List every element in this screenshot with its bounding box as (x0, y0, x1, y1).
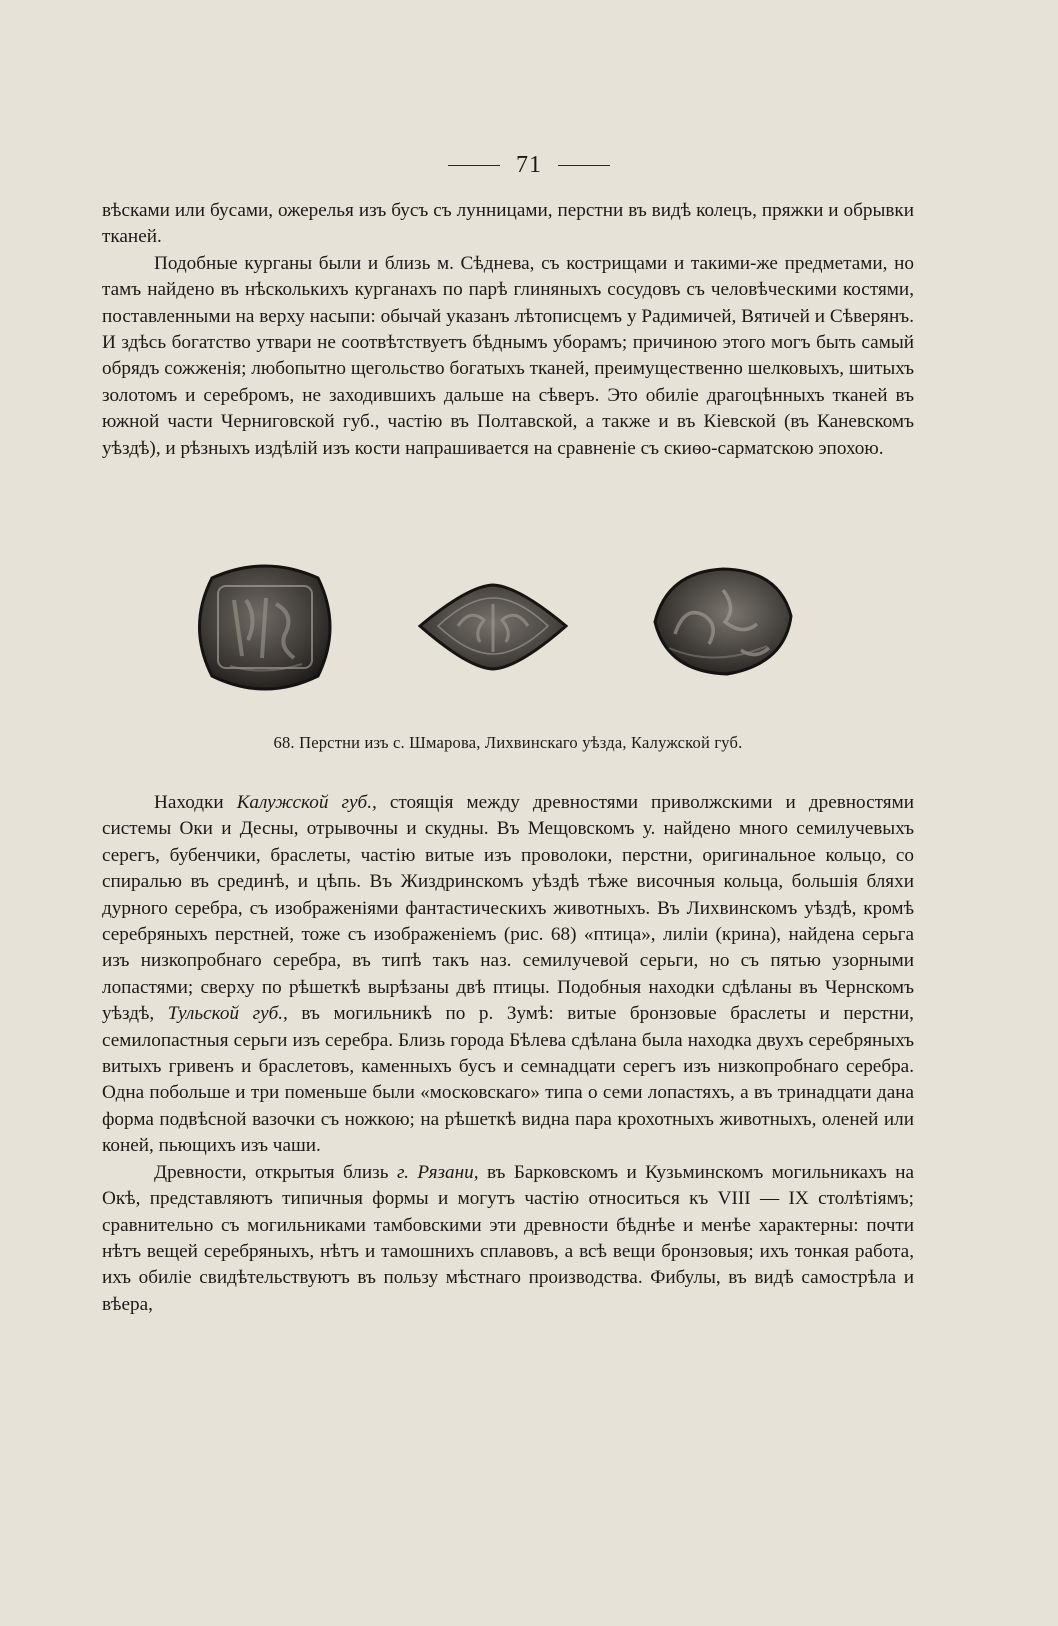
text-run: въ Барковскомъ и Кузьминскомъ могильникахъ на Окѣ, представляютъ типичныя формы и могутъ частію относиться къ VIII — IX столѣтіямъ; сравнительно съ могильниками тамбовскими эти древности бѣднѣе и менѣе характерны: почти нѣтъ вещей серебряныхъ, нѣтъ и тамошнихъ сплавовъ, а всѣ вещи бронзовыя; ихъ тонкая работа, ихъ обиліе свидѣтельствуютъ въ пользу мѣстнаго производства. Фибулы, въ видѣ самострѣла и вѣера, (102, 1161, 914, 1315)
page-number: 71 (516, 151, 542, 178)
page-header (0, 150, 1058, 180)
figure-caption: 68. Перстни изъ с. Шмарова, Лихвинскаго уѣзда, Калужской губ. (273, 733, 743, 752)
ring-bezel-square (190, 560, 340, 695)
emphasis-tula: Тульской губ., (167, 1003, 288, 1025)
text-run: въ могильникѣ по р. Зумѣ: витые бронзовые браслеты и перстни, семилопастныя серьги изъ серебра. Близь города Бѣлева сдѣлана была находка двухъ серебряныхъ витыхъ гривенъ и браслетовъ, каменныхъ бусъ и семнадцати серегъ изъ низкопробнаго серебра. Одна побольше и три поменьше были «московскаго» типа о семи лопастяхъ, а въ тринадцати дана форма подвѣсной вазочки съ ножкою; на рѣшеткѣ видна пара крохотныхъ животныхъ, оленей или коней, пьющихъ изъ чаши. (102, 1003, 914, 1157)
figure-68-rings (190, 560, 810, 695)
paragraph-kaluga (102, 790, 914, 1160)
ring-bezel-oval (645, 564, 795, 679)
text-run: Находки (154, 792, 237, 813)
text-run: стоящія между древностями приволжскими и древностями системы Оки и Десны, отрывочны и скудны. Въ Мещовскомъ у. найдено много семилучевыхъ серегъ, бубенчики, браслеты, частію витые изъ проволоки, перстни, оригинальное кольцо, со спиралью въ срединѣ, и цѣпь. Въ Жиздринскомъ уѣздѣ тѣже височныя кольца, большія бляхи дурного серебра, съ изображеніями фантастическихъ животныхъ. Въ Лихвинскомъ уѣздѣ, кромѣ серебряныхъ перстней, тоже съ изображеніемъ (рис. 68) «птица», лиліи (крина), найдена серьга изъ низкопробнаго серебра, въ типѣ такъ наз. семилучевой серьги, но съ пятью узорными лопастями; сверху по рѣшеткѣ вырѣзаны двѣ птицы. Подобныя находки сдѣланы въ Чернскомъ уѣздѣ, (102, 792, 914, 1025)
ring-bezel-lozenge (418, 582, 568, 672)
header-rule-right (558, 165, 610, 166)
paragraph-continued: вѣсками или бусами, ожерелья изъ бусъ съ лунницами, перстни въ видѣ колецъ, пряжки и обрывки тканей. (102, 200, 914, 248)
emphasis-kaluga: Калужской губ., (236, 792, 377, 813)
paragraph-ryazan (102, 1160, 914, 1318)
paragraph-sednev: Подобные курганы были и близь м. Сѣднева, съ кострищами и такими-же предметами, но тамъ найдено въ нѣсколькихъ курганахъ по парѣ глиняныхъ сосудовъ съ человѣческими костями, поставленными на верху насыпи: обычай указанъ лѣтописцемъ у Радимичей, Вятичей и Сѣверянъ. И здѣсь богатство утвари не соотвѣтствуетъ бѣднымъ уборамъ; причиною этого могъ быть самый обрядъ сожженія; любопытно щегольство богатыхъ тканей, преимущественно шелковыхъ, шитыхъ золотомъ и серебромъ, не заходившихъ дальше на сѣверъ. Это обиліе драгоцѣнныхъ тканей въ южной части Черниговской губ., частію въ Полтавской, а также и въ Кіевской (въ Каневскомъ уѣздѣ), и рѣзныхъ издѣлій изъ кости напрашивается на сравненіе съ скиѳо-сарматскою эпохою. (102, 252, 914, 459)
text-block-top (102, 198, 914, 462)
text-block-bottom (102, 790, 914, 1318)
header-rule-left (448, 165, 500, 166)
emphasis-ryazan: г. Рязани, (396, 1161, 479, 1183)
text-run: Древности, открытыя близь (154, 1161, 397, 1183)
